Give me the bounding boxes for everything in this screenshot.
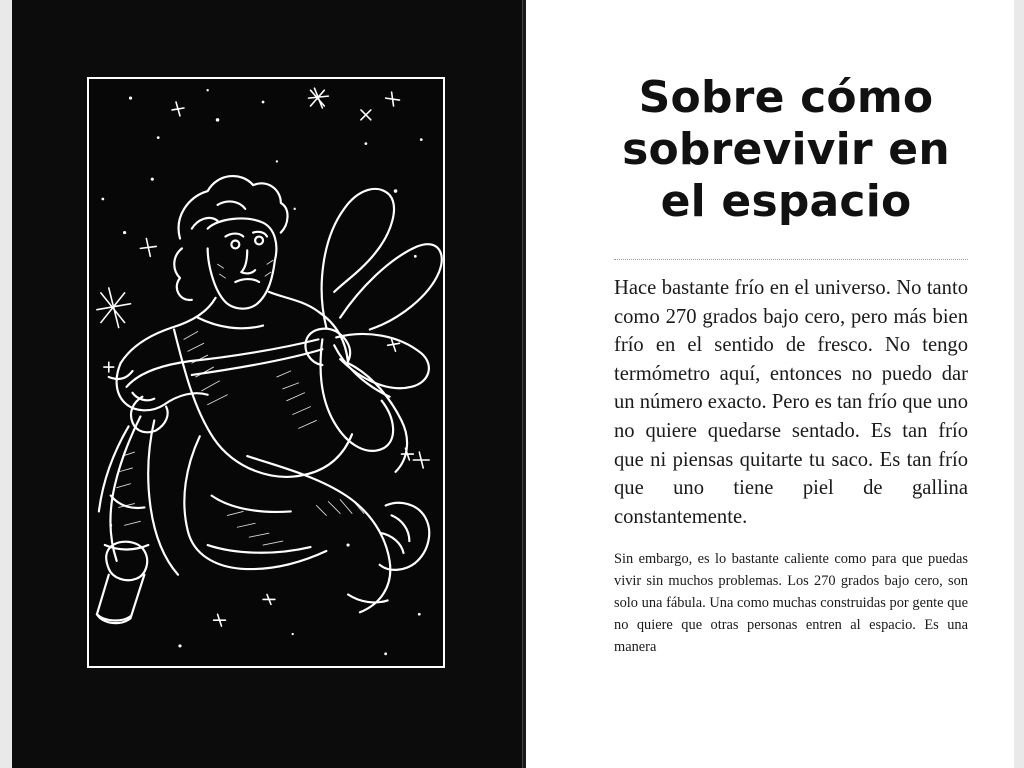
astronaut-figure: [97, 176, 442, 623]
hatching: [117, 260, 364, 545]
dotted-divider: [614, 259, 968, 260]
lead-paragraph: Hace bastante frío en el universo. No tanto como 270 grados bajo cero, pero más bien frío en el sentido de fresco. No tengo termómetro aquí, entonces no puedo dar un número exacto. Pero es tan frío que uno no quiere quedarse sentado. Es tan frío que ni piensas quitarte tu saco. Es tan frío que uno tiene piel de gallina constantemente.: [614, 277, 968, 528]
book-spread: [12, 0, 1014, 768]
title-line-2: sobrevivir en: [622, 124, 950, 175]
body-paragraph: Sin embargo, es lo bastante caliente como para que puedas vivir sin muchos problemas. Los 270 grados bajo cero, son solo una fábula. Una como muchas construidas por gente que no quiere que otras personas entren al espacio. Es una manera: [614, 551, 968, 655]
right-page: [526, 0, 1014, 768]
title-line-1: Sobre cómo: [638, 72, 934, 123]
article-title: [606, 72, 966, 228]
title-line-3: el espacio: [660, 176, 912, 227]
astronaut-illustration-icon: [89, 79, 443, 666]
left-page: [12, 0, 522, 768]
astronaut-illustration: [87, 77, 445, 668]
